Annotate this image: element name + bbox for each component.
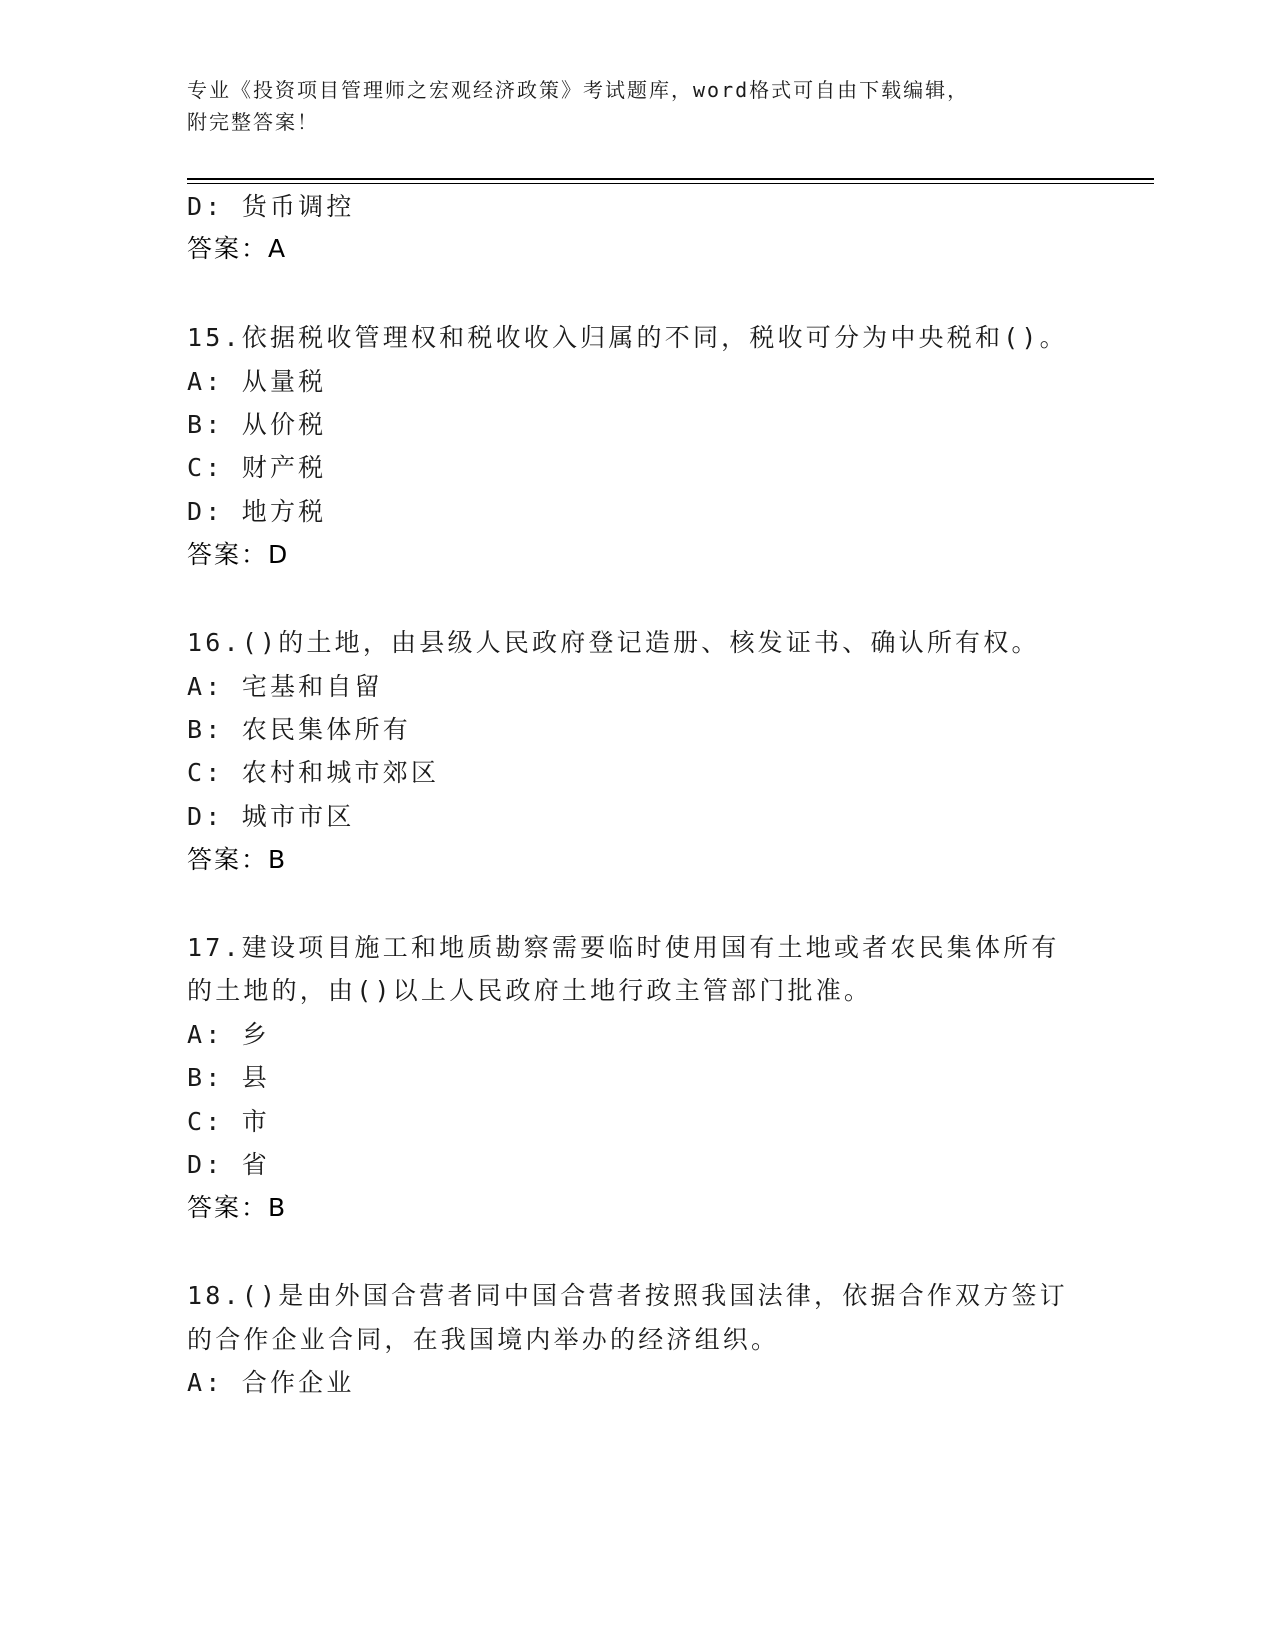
header-line-2: 附完整答案！	[187, 110, 319, 134]
document-header	[187, 74, 1087, 138]
question-17-answer	[187, 1191, 286, 1225]
question-16-answer	[187, 843, 286, 877]
question-17-option-c: C: 市	[187, 1107, 270, 1136]
question-17-option-a: A: 乡	[187, 1020, 270, 1049]
answer-label: 答案：	[187, 845, 269, 874]
question-15-option-a: A: 从量税	[187, 367, 327, 396]
answer-label: 答案：	[187, 234, 269, 263]
answer-label: 答案：	[187, 1193, 269, 1222]
question-17-option-d: D: 省	[187, 1150, 270, 1179]
header-rule-thick	[187, 178, 1154, 180]
question-16-option-c: C: 农村和城市郊区	[187, 758, 440, 787]
question-16-option-b: B: 农民集体所有	[187, 715, 411, 744]
question-17-option-b: B: 县	[187, 1063, 270, 1092]
question-17-stem-line-2: 的土地的，由()以上人民政府土地行政主管部门批准。	[187, 976, 873, 1005]
question-15-option-d: D: 地方税	[187, 497, 327, 526]
prev-option-d: D: 货币调控	[187, 192, 355, 221]
question-15-stem: 15.依据税收管理权和税收收入归属的不同，税收可分为中央税和()。	[187, 323, 1068, 352]
question-16-option-a: A: 宅基和自留	[187, 672, 383, 701]
question-15-answer	[187, 538, 288, 572]
question-17-stem-line-1: 17.建设项目施工和地质勘察需要临时使用国有土地或者农民集体所有	[187, 933, 1060, 962]
answer-value: B	[268, 1193, 287, 1222]
header-line-1: 专业《投资项目管理师之宏观经济政策》考试题库，word格式可自由下载编辑，	[187, 78, 970, 102]
question-15-option-c: C: 财产税	[187, 453, 327, 482]
question-18-stem-line-1: 18.()是由外国合营者同中国合营者按照我国法律，依据合作双方签订	[187, 1281, 1068, 1310]
question-18-option-a: A: 合作企业	[187, 1368, 355, 1397]
prev-answer	[187, 232, 286, 266]
header-rule-thin	[187, 183, 1154, 184]
question-16-stem: 16.()的土地，由县级人民政府登记造册、核发证书、确认所有权。	[187, 628, 1040, 657]
question-16-option-d: D: 城市市区	[187, 802, 355, 831]
answer-value: B	[268, 845, 287, 874]
answer-value: D	[268, 540, 289, 569]
question-18-stem-line-2: 的合作企业合同，在我国境内举办的经济组织。	[187, 1325, 780, 1354]
answer-value: A	[268, 234, 287, 263]
answer-label: 答案：	[187, 540, 269, 569]
question-15-option-b: B: 从价税	[187, 410, 327, 439]
